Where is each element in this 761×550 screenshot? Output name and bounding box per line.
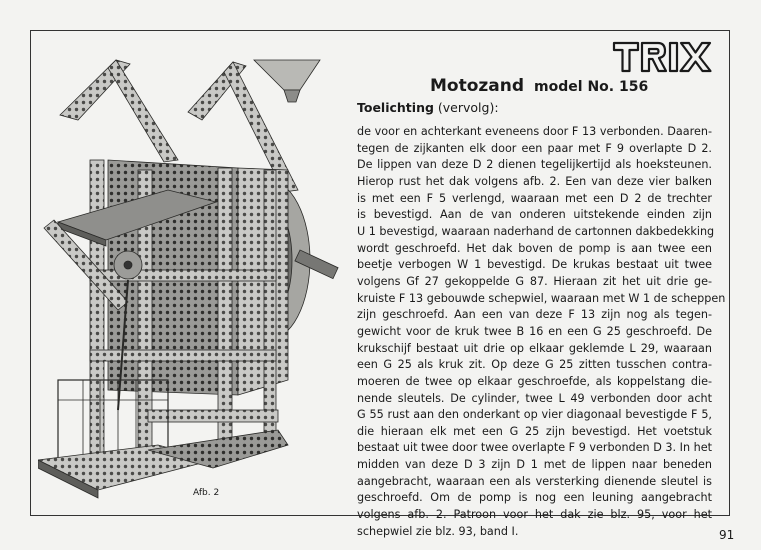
- model-heading: [430, 76, 648, 96]
- model-number: model No. 156: [534, 79, 649, 95]
- body-line: aangebracht, waaraan een als versterking dienende sleutel is: [357, 474, 712, 488]
- body-line: is bevestigd. Aan de van onderen uitstekende einden zijn: [357, 208, 712, 222]
- body-line: G 55 rust aan den onderkant op vier diagonaal bevestigde F 5,: [357, 408, 712, 422]
- figure-caption: Afb. 2: [193, 488, 220, 498]
- section-note: (vervolg):: [437, 100, 499, 115]
- model-illustration: [38, 50, 356, 500]
- body-line: zijn geschroefd. Aan een van deze F 13 zijn nog als tegen-: [357, 308, 712, 322]
- body-line: volgens Gf 27 gekoppelde G 87. Hieraan zit het uit drie ge-: [357, 274, 712, 288]
- body-line: bestaat uit twee door twee overlapte F 9 verbonden D 3. In het: [357, 441, 712, 455]
- body-line: kruiste F 13 gebouwde schepwiel, waaraan met W 1 de scheppen: [357, 291, 726, 305]
- body-line: U 1 bevestigd, waaraan naderhand de cartonnen dakbedekking: [357, 224, 715, 238]
- body-line: die hieraan elk met een G 25 zijn bevestigd. Het voetstuk: [357, 424, 712, 438]
- page-number: 91: [719, 528, 735, 542]
- body-line: moeren de twee op elkaar geschroefde, als koppelstang die-: [357, 374, 712, 388]
- body-line: een G 25 als kruk zit. Op deze G 25 zitten tusschen contra-: [357, 358, 712, 372]
- body-line: nende sleutels. De cylinder, twee L 49 verbonden door acht: [357, 391, 712, 405]
- body-line: tegen de zijkanten elk door een paar met F 9 overlapte D 2.: [357, 141, 712, 155]
- body-line: volgens afb. 2. Patroon voor het dak zie blz. 95, voor het: [357, 508, 712, 522]
- body-line: gewicht voor de kruk twee B 16 en een G 25 geschroefd. De: [357, 324, 712, 338]
- section-label: Toelichting: [357, 100, 434, 115]
- body-line: is met een F 5 verlengd, waaraan met een D 2 de trechter: [357, 191, 712, 205]
- body-line: geschroefd. Om de pomp is nog een leuning aangebracht: [357, 491, 712, 505]
- body-line: krukschijf bestaat uit drie op elkaar geklemde L 29, waaraan: [357, 341, 712, 355]
- body-line: beetje verbogen W 1 bevestigd. De krukas bestaat uit twee: [357, 258, 712, 272]
- trix-logo: [612, 40, 716, 74]
- body-line: schepwiel zie blz. 93, band I.: [357, 524, 519, 538]
- section-heading: [357, 100, 499, 115]
- body-line: De lippen van deze D 2 dienen tegelijkertijd als hoeksteunen.: [357, 158, 712, 172]
- body-line: Hierop rust het dak volgens afb. 2. Een van deze vier balken: [357, 174, 712, 188]
- model-title: Motozand: [430, 76, 525, 96]
- body-line: de voor en achterkant eveneens door F 13 verbonden. Daaren-: [357, 125, 712, 138]
- body-text: [357, 124, 726, 540]
- body-line: wordt geschroefd. Het dak boven de pomp is aan twee een: [357, 241, 712, 255]
- body-line: midden van deze D 3 zijn D 1 met de lippen naar beneden: [357, 458, 712, 472]
